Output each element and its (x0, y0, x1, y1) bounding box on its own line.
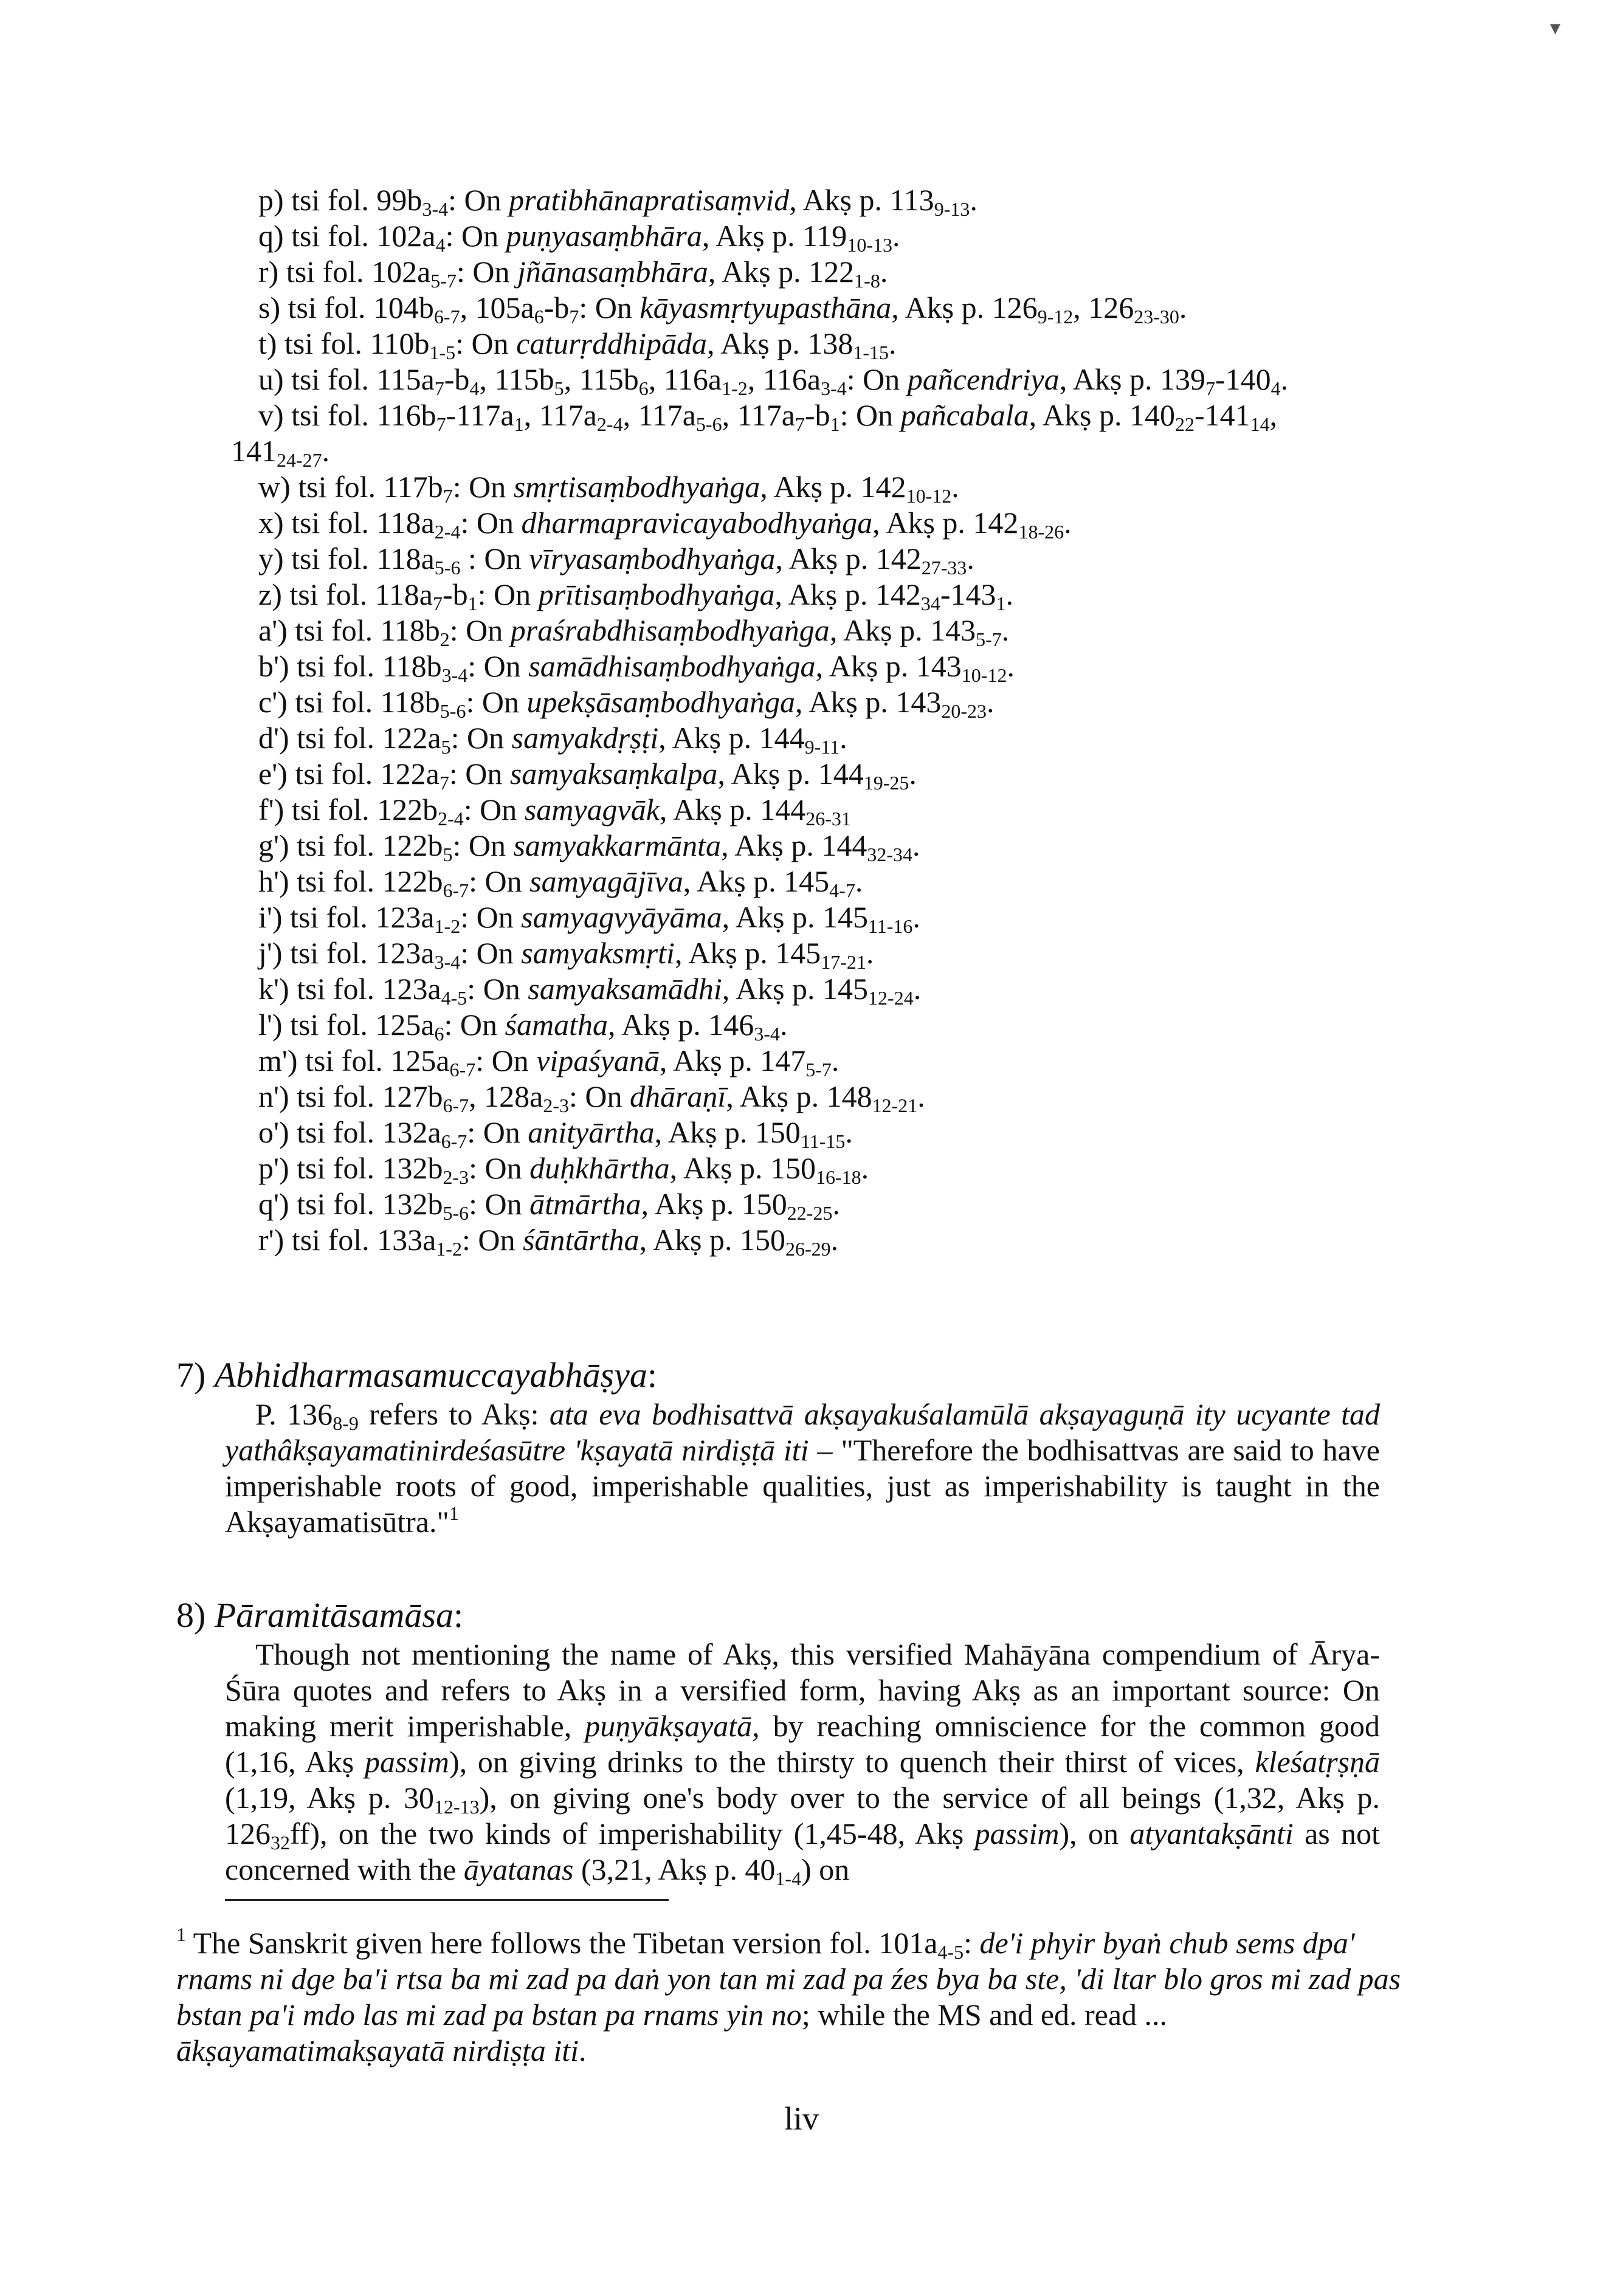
footnote-divider (225, 1899, 669, 1901)
folio-reference-list (231, 182, 1450, 1260)
list-item: v) tsi fol. $116b_7-117a_1$, $117a_{2-4}$, $117a_{5-6}$, $117a_7-b_1$: On pañcabala, Akṣ p. $140_{22}-141_{14}$, $141_{24-27}$. (258, 397, 1450, 469)
list-item: k') tsi fol. $123a_{4-5}$: On samyaksamādhi, Akṣ p. $145_{12-24}$. (258, 972, 922, 1009)
list-item: u) tsi fol. $115a_7-b_4$, $115b_5$, $115b_6$, $116a_{1-2}$, $116a_{3-4}$: On pañcendriya, Akṣ p. $139_7-140_4$. (258, 362, 1289, 399)
list-item: q') tsi fol. $132b_{5-6}$: On ātmārtha, Akṣ p. $150_{22-25}$. (258, 1187, 840, 1224)
list-item: q) tsi fol. $102a_4$: On puṇyasaṃbhāra, Akṣ p. $119_{10-13}$. (258, 219, 900, 256)
list-item: x) tsi fol. $118a_{2-4}$: On dharmapravicayabodhyaṅga, Akṣ p. $142_{18-26}$. (258, 506, 1072, 543)
list-item: a') tsi fol. $118b_2$: On praśrabdhisaṃbodhyaṅga, Akṣ p. $143_{5-7}$. (258, 613, 1010, 650)
list-item: f') tsi fol. $122b_{2-4}$: On samyagvāk, Akṣ p. $144_{26-31}$ (258, 792, 851, 830)
list-item: m') tsi fol. $125a_{6-7}$: On vipaśyanā, Akṣ p. $147_{5-7}$. (258, 1043, 839, 1081)
list-item: r') tsi fol. $133a_{1-2}$: On śāntārtha, Akṣ p. $150_{26-29}$. (258, 1223, 839, 1260)
list-item: n') tsi fol. $127b_{6-7}$, $128a_{2-3}$: On dhāraṇī, Akṣ p. $148_{12-21}$. (258, 1079, 925, 1116)
list-item-continuation: $141_{24-27}$. (231, 434, 330, 471)
list-item: l') tsi fol. $125a_6$: On śamatha, Akṣ p. $146_{3-4}$. (258, 1008, 788, 1045)
list-item: e') tsi fol. $122a_7$: On samyaksaṃkalpa, Akṣ p. $144_{19-25}$. (258, 757, 917, 794)
list-item: b') tsi fol. $118b_{3-4}$: On samādhisaṃbodhyaṅga, Akṣ p. $143_{10-12}$. (258, 649, 1015, 686)
section-7-paragraph: P. $136_{8-9}$ refers to Akṣ: ata eva bodhisattvā akṣayakuśalamūlā akṣayaguṇā ity ucyante tad yathâkṣayamatinirdeśasūtre 'kṣayatā nirdiṣṭā iti – "Therefore the bodhisattvas are said to have imperishable roots of good, imperishable qualities, just as imperishability is taught in the Akṣayamatisūtra."$^1$ (225, 1397, 1380, 1539)
section-8-paragraph: Though not mentioning the name of Akṣ, this versified Mahāyāna compendium of Ārya-Śūra quotes and refers to Akṣ in a versified form, having Akṣ as an important source: On making merit imperishable, puṇyākṣayatā, by reaching omniscience for the common good (1,16, Akṣ passim), on giving drinks to the thirsty to quench their thirst of vices, kleśatṛṣṇā (1,19, Akṣ p. $30_{12-13}$), on giving one's body over to the service of all beings (1,32, Akṣ p. $126_{32}ff$), on the two kinds of imperishability (1,45-48, Akṣ passim), on atyantakṣānti as not concerned with the āyatanas (3,21, Akṣ p. $40_{1-4}$) on (225, 1637, 1380, 1889)
list-item: w) tsi fol. $117b_7$: On smṛtisaṃbodhyaṅga, Akṣ p. $142_{10-12}$. (258, 470, 959, 507)
list-item: i') tsi fol. $123a_{1-2}$: On samyagvyāyāma, Akṣ p. $145_{11-16}$. (258, 900, 920, 937)
section-7-heading: 7) Abhidharmasamuccayabhāṣya: (176, 1355, 657, 1395)
list-item: g') tsi fol. $122b_5$: On samyakkarmānta, Akṣ p. $144_{32-34}$. (258, 828, 920, 865)
list-item: p') tsi fol. $132b_{2-3}$: On duḥkhārtha, Akṣ p. $150_{16-18}$. (258, 1151, 869, 1188)
list-item: r) tsi fol. $102a_{5-7}$: On jñānasaṃbhāra, Akṣ p. $122_{1-8}$. (258, 255, 888, 292)
list-item: z) tsi fol. $118a_7-b_1$: On prītisaṃbodhyaṅga, Akṣ p. $142_{34}-143_1$. (258, 577, 1013, 614)
list-item: s) tsi fol. $104b_{6-7}$, $105a_6-b_7$: On kāyasmṛtyupasthāna, Akṣ p. $126_{9-12}$, $126_{23-30}$. (258, 290, 1187, 328)
page-number: liv (784, 2100, 819, 2137)
footnote-reference: 1 (449, 1502, 459, 1524)
footnote: $^1$ The Sanskrit given here follows the Tibetan version fol. $101a_{4-5}$: de'i phyir byaṅ chub sems dpa' rnams ni dge ba'i rtsa ba mi zad pa daṅ yon tan mi zad pa źes bya ba ste, 'di ltar blo gros mi zad pas bstan pa'i mdo las mi zad pa bstan pa rnams yin no; while the MS and ed. read ... ākṣayamatimakṣayatā nirdiṣṭa iti. (176, 1923, 1401, 2067)
list-item: c') tsi fol. $118b_{5-6}$: On upekṣāsaṃbodhyaṅga, Akṣ p. $143_{20-23}$. (258, 685, 995, 722)
list-item: h') tsi fol. $122b_{6-7}$: On samyagājīva, Akṣ p. $145_{4-7}$. (258, 864, 863, 901)
list-item: d') tsi fol. $122a_5$: On samyakdṛṣṭi, Akṣ p. $144_{9-11}$. (258, 721, 847, 758)
list-item: t) tsi fol. $110b_{1-5}$: On caturṛddhipāda, Akṣ p. $138_{1-15}$. (258, 326, 897, 363)
corner-mark: ▾ (1550, 17, 1560, 40)
list-item: y) tsi fol. $118a_{5-6}$ : On vīryasaṃbodhyaṅga, Akṣ p. $142_{27-33}$. (258, 541, 974, 579)
list-item: p) tsi fol. $99b_{3-4}$: On pratibhānapratisaṃvid, Akṣ p. $113_{9-13}$. (258, 183, 977, 220)
list-item: o') tsi fol. $132a_{6-7}$: On anityārtha, Akṣ p. $150_{11-15}$. (258, 1115, 853, 1152)
list-item: j') tsi fol. $123a_{3-4}$: On samyaksmṛti, Akṣ p. $145_{17-21}$. (258, 936, 874, 973)
section-8-heading: 8) Pāramitāsamāsa: (176, 1595, 464, 1635)
